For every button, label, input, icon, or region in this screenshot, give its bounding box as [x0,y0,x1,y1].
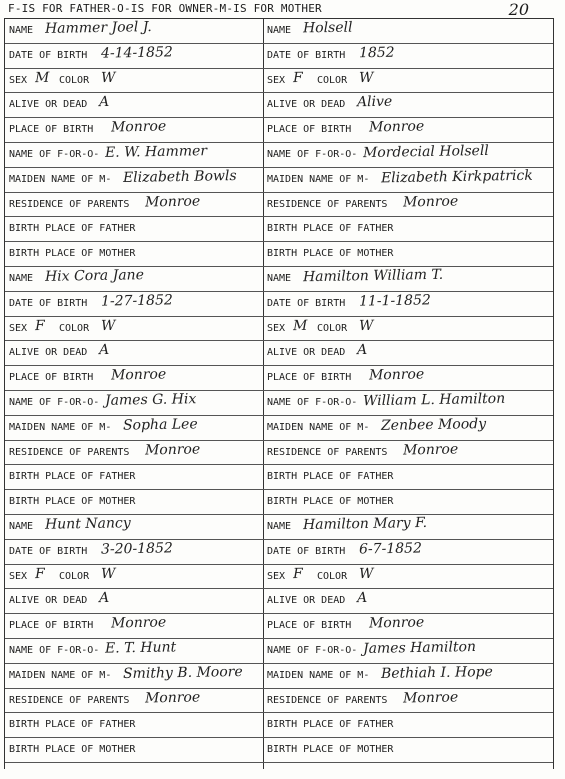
record-5-pob-row [263,614,553,639]
bp-father-label: BIRTH PLACE OF FATHER [9,719,136,731]
father-label: NAME OF F-OR-O- [9,644,100,656]
alive-value: A [356,342,368,359]
maiden-label: MAIDEN NAME OF M- [267,669,370,681]
alive-value: A [98,94,110,111]
record-5-sex-row [263,565,553,590]
record-0-dob-row [5,44,263,69]
residence-value: Monroe [144,193,201,211]
sex-value: F [34,565,45,582]
color-value: W [358,317,374,334]
record-4-bp-father-row [5,713,263,738]
record-3-alive-row [263,341,553,366]
maiden-value: Elizabeth Kirkpatrick [380,167,533,187]
pob-label: PLACE OF BIRTH [9,620,94,632]
sex-label: SEX [267,74,286,86]
name-label: NAME [267,272,292,284]
alive-label: ALIVE OR DEAD [9,347,88,359]
bp-father-label: BIRTH PLACE OF FATHER [267,471,394,483]
record-0-pob-row [5,118,263,143]
dob-label: DATE OF BIRTH [9,49,88,61]
alive-value: A [98,342,110,359]
residence-label: RESIDENCE OF PARENTS [9,694,130,706]
residence-value: Monroe [402,441,459,459]
name-label: NAME [267,520,292,532]
sex-label: SEX [267,570,286,582]
sex-label: SEX [9,570,28,582]
left-column [5,19,264,769]
record-0-maiden-row [5,168,263,193]
alive-label: ALIVE OR DEAD [9,595,88,607]
name-value: Hix Cora Jane [44,267,145,285]
record-3-name-row [263,267,553,292]
residence-label: RESIDENCE OF PARENTS [267,198,388,210]
name-label: NAME [9,25,34,36]
name-value: Hamilton William T. [302,266,444,286]
sex-label: SEX [9,322,28,334]
dob-label: DATE OF BIRTH [267,297,346,309]
sex-value: F [292,565,303,582]
record-2-dob-row [5,292,263,317]
sex-label: SEX [9,74,28,86]
name-label: NAME [9,272,34,284]
pob-value: Monroe [368,118,425,136]
maiden-value: Zenbee Moody [380,415,487,434]
dob-value: 6-7-1852 [358,540,423,558]
maiden-value: Elizabeth Bowls [122,167,237,186]
records-grid [4,18,554,769]
dob-value: 1852 [358,44,395,62]
dob-value: 3-20-1852 [100,540,173,558]
maiden-label: MAIDEN NAME OF M- [9,173,112,185]
record-0-bp-father-row [5,217,263,242]
record-5-dob-row [263,540,553,565]
father-value: E. W. Hammer [104,143,208,161]
record-0-sex-row [5,69,263,94]
dob-value: 11-1-1852 [358,292,431,310]
pob-label: PLACE OF BIRTH [9,372,94,384]
record-5-residence-row [263,689,553,714]
record-3-maiden-row [263,416,553,441]
record-1-pob-row [263,118,553,143]
record-2-maiden-row [5,416,263,441]
name-value: Hamilton Mary F. [302,514,428,534]
record-4-sex-row [5,565,263,590]
record-3-dob-row [263,292,553,317]
record-4-father-row [5,639,263,664]
record-4-maiden-row [5,664,263,689]
record-1-bp-father-row [263,217,553,242]
color-label: COLOR [317,322,348,334]
residence-value: Monroe [144,441,201,459]
dob-value: 1-27-1852 [100,292,173,310]
dob-value: 4-14-1852 [100,44,173,62]
record-2-alive-row [5,341,263,366]
bp-father-label: BIRTH PLACE OF FATHER [9,471,136,483]
pob-value: Monroe [110,614,167,632]
record-3-father-row [263,391,553,416]
color-label: COLOR [317,74,348,86]
color-value: W [100,69,116,86]
form-legend: F-IS FOR FATHER-O-IS FOR OWNER-M-IS FOR MOTHER [8,2,322,15]
record-3-bp-mother-row [263,490,553,515]
record-5-name-row [263,515,553,540]
father-value: James Hamilton [362,638,477,657]
pob-label: PLACE OF BIRTH [267,124,352,136]
record-0-name-row [5,19,263,44]
pob-value: Monroe [110,366,167,384]
record-2-name-row [5,267,263,292]
pob-value: Monroe [110,118,167,136]
father-label: NAME OF F-OR-O- [9,396,100,408]
record-3-sex-row [263,317,553,342]
color-value: W [358,69,374,86]
record-2-pob-row [5,366,263,391]
pob-label: PLACE OF BIRTH [267,372,352,384]
bp-mother-label: BIRTH PLACE OF MOTHER [267,248,394,260]
name-label: NAME [9,520,34,532]
father-value: Mordecial Holsell [362,142,489,162]
residence-label: RESIDENCE OF PARENTS [267,446,388,458]
color-value: W [358,565,374,582]
record-5-bp-father-row [263,713,553,738]
record-4-pob-row [5,614,263,639]
record-2-bp-father-row [5,465,263,490]
color-label: COLOR [59,74,90,86]
residence-label: RESIDENCE OF PARENTS [9,198,130,210]
record-1-father-row [263,143,553,168]
alive-label: ALIVE OR DEAD [9,99,88,111]
sex-value: F [34,317,45,334]
record-1-sex-row [263,69,553,94]
record-5-bp-mother-row [263,738,553,763]
dob-label: DATE OF BIRTH [267,545,346,557]
record-1-dob-row [263,44,553,69]
father-label: NAME OF F-OR-O- [267,148,358,160]
color-value: W [100,317,116,334]
maiden-label: MAIDEN NAME OF M- [267,173,370,185]
bp-father-label: BIRTH PLACE OF FATHER [9,223,136,235]
record-4-dob-row [5,540,263,565]
residence-label: RESIDENCE OF PARENTS [267,694,388,706]
record-1-maiden-row [263,168,553,193]
alive-label: ALIVE OR DEAD [267,595,346,607]
record-3-residence-row [263,441,553,466]
dob-label: DATE OF BIRTH [267,49,346,61]
color-label: COLOR [317,570,348,582]
record-0-bp-mother-row [5,242,263,267]
maiden-value: Bethiah I. Hope [380,663,493,682]
record-5-alive-row [263,589,553,614]
alive-label: ALIVE OR DEAD [267,347,346,359]
bp-mother-label: BIRTH PLACE OF MOTHER [9,496,136,508]
pob-label: PLACE OF BIRTH [9,124,94,136]
father-label: NAME OF F-OR-O- [267,396,358,408]
dob-label: DATE OF BIRTH [9,297,88,309]
alive-value: Alive [356,94,393,111]
pob-value: Monroe [368,614,425,632]
alive-label: ALIVE OR DEAD [267,99,346,111]
color-label: COLOR [59,322,90,334]
bp-father-label: BIRTH PLACE OF FATHER [267,719,394,731]
record-2-bp-mother-row [5,490,263,515]
pob-label: PLACE OF BIRTH [267,620,352,632]
color-label: COLOR [59,570,90,582]
maiden-label: MAIDEN NAME OF M- [9,421,112,433]
father-value: E. T. Hunt [104,639,177,657]
record-1-bp-mother-row [263,242,553,267]
record-1-name-row [263,19,553,44]
record-4-bp-mother-row [5,738,263,763]
page-number: 20 [508,0,529,19]
record-3-bp-father-row [263,465,553,490]
maiden-label: MAIDEN NAME OF M- [267,421,370,433]
name-value: Hunt Nancy [44,515,131,533]
dob-label: DATE OF BIRTH [9,545,88,557]
record-0-father-row [5,143,263,168]
bp-mother-label: BIRTH PLACE OF MOTHER [9,744,136,756]
record-2-father-row [5,391,263,416]
sex-value: F [292,69,303,86]
father-value: James G. Hix [104,391,197,409]
sex-label: SEX [267,322,286,334]
record-4-alive-row [5,589,263,614]
record-4-residence-row [5,689,263,714]
bp-mother-label: BIRTH PLACE OF MOTHER [267,496,394,508]
record-4-name-row [5,515,263,540]
record-1-residence-row [263,193,553,218]
record-0-alive-row [5,93,263,118]
record-5-maiden-row [263,664,553,689]
record-5-father-row [263,639,553,664]
record-0-residence-row [5,193,263,218]
bp-mother-label: BIRTH PLACE OF MOTHER [9,248,136,260]
father-label: NAME OF F-OR-O- [9,148,100,160]
record-1-alive-row [263,93,553,118]
color-value: W [100,565,116,582]
maiden-value: Sopha Lee [122,416,198,434]
name-value: Hammer Joel J. [44,19,152,37]
record-3-pob-row [263,366,553,391]
record-2-sex-row [5,317,263,342]
alive-value: A [98,590,110,607]
right-column [263,19,553,769]
record-2-residence-row [5,441,263,466]
residence-value: Monroe [144,689,201,706]
residence-value: Monroe [402,193,459,211]
name-label: NAME [267,25,292,36]
maiden-label: MAIDEN NAME OF M- [9,669,112,681]
pob-value: Monroe [368,366,425,384]
maiden-value: Smithy B. Moore [122,663,243,682]
alive-value: A [356,590,368,607]
residence-value: Monroe [402,689,459,706]
bp-mother-label: BIRTH PLACE OF MOTHER [267,744,394,756]
name-value: Holsell [302,19,353,37]
bp-father-label: BIRTH PLACE OF FATHER [267,223,394,235]
father-value: William L. Hamilton [362,390,506,410]
sex-value: M [34,69,50,86]
sex-value: M [292,317,308,334]
father-label: NAME OF F-OR-O- [267,644,358,656]
residence-label: RESIDENCE OF PARENTS [9,446,130,458]
